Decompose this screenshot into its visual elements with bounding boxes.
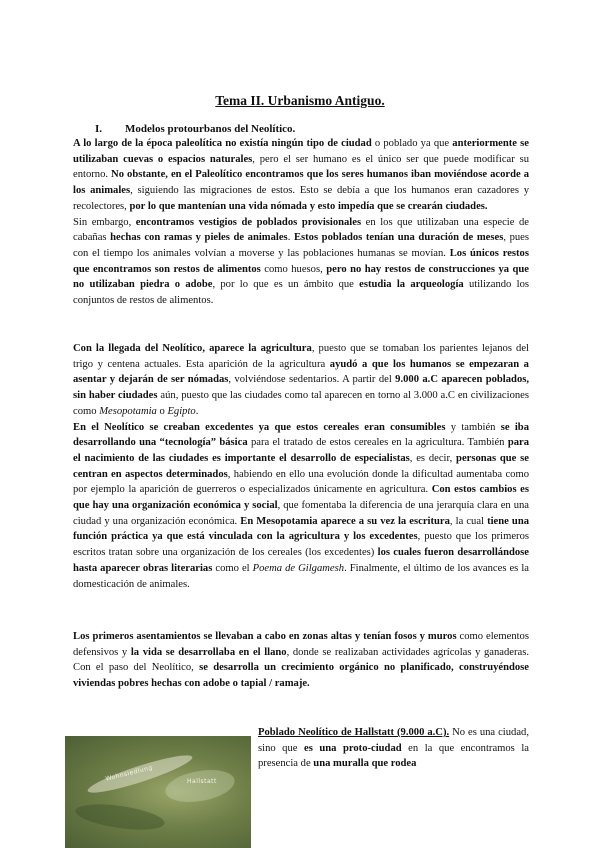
emphasis-text: Poblado Neolítico de Hallstatt (9.000 a.C). — [258, 727, 450, 738]
emphasis-text: Los únicos restos que encontramos son restos de alimentos — [73, 247, 529, 275]
emphasis-text: una muralla que rodea — [313, 758, 417, 770]
emphasis-text: 9.000 a.C aparecen poblados, sin haber ciudades — [73, 374, 530, 402]
emphasis-text: personas que se centran en aspectos determinados — [73, 452, 529, 480]
emphasis-text: hechas con ramas y pieles de animales — [110, 232, 288, 244]
emphasis-text: estudia la arqueología — [359, 279, 464, 291]
emphasis-text: la vida se desarrollaba en el llano — [130, 646, 287, 658]
emphasis-text: los cuales fueron desarrollándose hasta aparecer obras literarias — [73, 547, 529, 574]
emphasis-text: por lo que mantenían una vida nómada y esto impedía que se crearán ciudades. — [129, 200, 488, 212]
italic-text: Mesopotamia — [99, 405, 157, 417]
paragraph-hallstatt: Poblado Neolítico de Hallstatt (9.000 a.C). No es una ciudad, sino que es una proto-ciudad en la que encontramos la presencia de una muralla que rodea — [258, 727, 529, 770]
section-number: I. — [95, 123, 103, 135]
italic-text: Egipto — [167, 405, 196, 417]
document-title: Tema II. Urbanismo Antiguo. — [215, 93, 385, 108]
emphasis-text: Los primeros asentamientos se llevaban a cabo en zonas altas y tenían fosos y muros — [73, 631, 457, 642]
emphasis-text: Con la llegada del Neolítico, aparece la agricultura — [73, 343, 312, 354]
emphasis-text: se desarrolla un crecimiento orgánico no planificado, construyéndose viviendas pobres hechas con adobe o tapial / ramaje. — [73, 662, 530, 690]
emphasis-text: Con estos cambios es que hay una organización económica y social — [73, 484, 529, 512]
emphasis-text: ayudó a que los humanos se empezaran a asentar y dejarán de ser nómadas — [73, 358, 529, 386]
hallstatt-aerial-photo — [65, 736, 251, 848]
emphasis-text: para el nacimiento de las ciudades es importante el desarrollo de especialistas — [73, 437, 529, 464]
emphasis-text: tiene una función práctica ya que está vinculada con la agricultura y los excedentes — [73, 515, 530, 543]
emphasis-text: anteriormente se utilizaban cuevas o espacios naturales — [73, 138, 529, 165]
emphasis-text: A lo largo de la época paleolítica no existía ningún tipo de ciudad — [73, 138, 372, 149]
emphasis-text: Estos poblados tenían una duración de meses — [293, 232, 504, 244]
emphasis-text: En el Neolítico se creaban excedentes ya que estos cereales eran consumibles — [73, 421, 446, 433]
photo-label: Hallstatt — [187, 778, 217, 785]
italic-text: Poema de Gilgamesh — [252, 562, 345, 574]
emphasis-text: se iba desarrollando una “tecnología” básica — [73, 421, 530, 449]
emphasis-text: pero no hay restos de construcciones ya que no utilizaban piedra o adobe — [73, 263, 529, 291]
paragraph-settlements: Los primeros asentamientos se llevaban a cabo en zonas altas y tenían fosos y muros como elementos defensivos y la vida se desarrollaba en el llano, donde se realizaban actividades agrícolas y ganaderas. Con el paso del Neolítico, se desarrolla un crecimiento orgánico no planificado, construyéndose viviendas pobres hechas con adobe o tapial / ramaje. — [73, 631, 530, 690]
emphasis-text: En Mesopotamia aparece a su vez la escritura — [240, 515, 450, 527]
emphasis-text: encontramos vestigios de poblados provisionales — [135, 216, 362, 228]
emphasis-text: es una proto-ciudad — [304, 742, 402, 754]
photo-label: Wohnsiedlung — [104, 764, 154, 783]
section-heading — [95, 123, 295, 135]
paragraph-neolithic: Con la llegada del Neolítico, aparece la agricultura, puesto que se tomaban los parientes lejanos del trigo y centena actuales. Esta aparición de la agricultura ayudó a que los humanos se empezaran a asentar y dejarán de ser nómadas, volviéndose sedentarios. A partir del 9.000 a.C aparecen poblados, sin haber ciudades aún, puesto que las ciudades como tal aparecen en torno al 3.000 a.C en civilizaciones como Mesopotamia o Egipto. En el Neolítico se creaban excedentes ya que estos cereales eran consumibles y también se iba desarrollando una “tecnología” básica para el tratado de estos cereales en la agricultura. También para el nacimiento de las ciudades es importante el desarrollo de especialistas, es decir, personas que se centran en aspectos determinados, habiendo en ello una evolución donde la dificultad aumentaba como por ejemplo la aparición de guerreros o especializados únicamente en agricultura. Con estos cambios es que hay una organización económica y social, que fomentaba la diferencia de una jerarquía clara en una ciudad y una organización económica. En Mesopotamia aparece a su vez la escritura, la cual tiene una función práctica ya que está vinculada con la agricultura y los excedentes, puesto que los primeros escritos tratan sobre una organización de los cereales (los excedentes) los cuales fueron desarrollándose hasta aparecer obras literarias como el Poema de Gilgamesh. Finalmente, el último de los avances es la domesticación de animales. — [73, 343, 530, 590]
emphasis-text: No obstante, en el Paleolítico encontramos que los seres humanos iban moviéndose acorde a los animales — [73, 169, 529, 197]
section-title: Modelos protourbanos del Neolítico. — [125, 123, 296, 135]
paragraph-paleolithic: A lo largo de la época paleolítica no existía ningún tipo de ciudad o poblado ya que anteriormente se utilizaban cuevas o espacios naturales, pero el ser humano es el único ser que puede modificar su entorno. No obstante, en el Paleolítico encontramos que los seres humanos iban moviéndose acorde a los animales, siguiendo las migraciones de estos. Esto se debía a que los humanos eran cazadores y recolectores, por lo que mantenían una vida nómada y esto impedía que se crearán ciudades. Sin embargo, encontramos vestigios de poblados provisionales en los que utilizaban una especie de cabañas hechas con ramas y pieles de animales. Estos poblados tenían una duración de meses, pues con el tiempo los animales volvían a moverse y las poblaciones humanas se movían. Los únicos restos que encontramos son restos de alimentos como huesos, pero no hay restos de construcciones ya que no utilizaban piedra o adobe, por lo que es un ámbito que estudia la arqueología utilizando los conjuntos de restos de alimentos. — [73, 138, 529, 307]
